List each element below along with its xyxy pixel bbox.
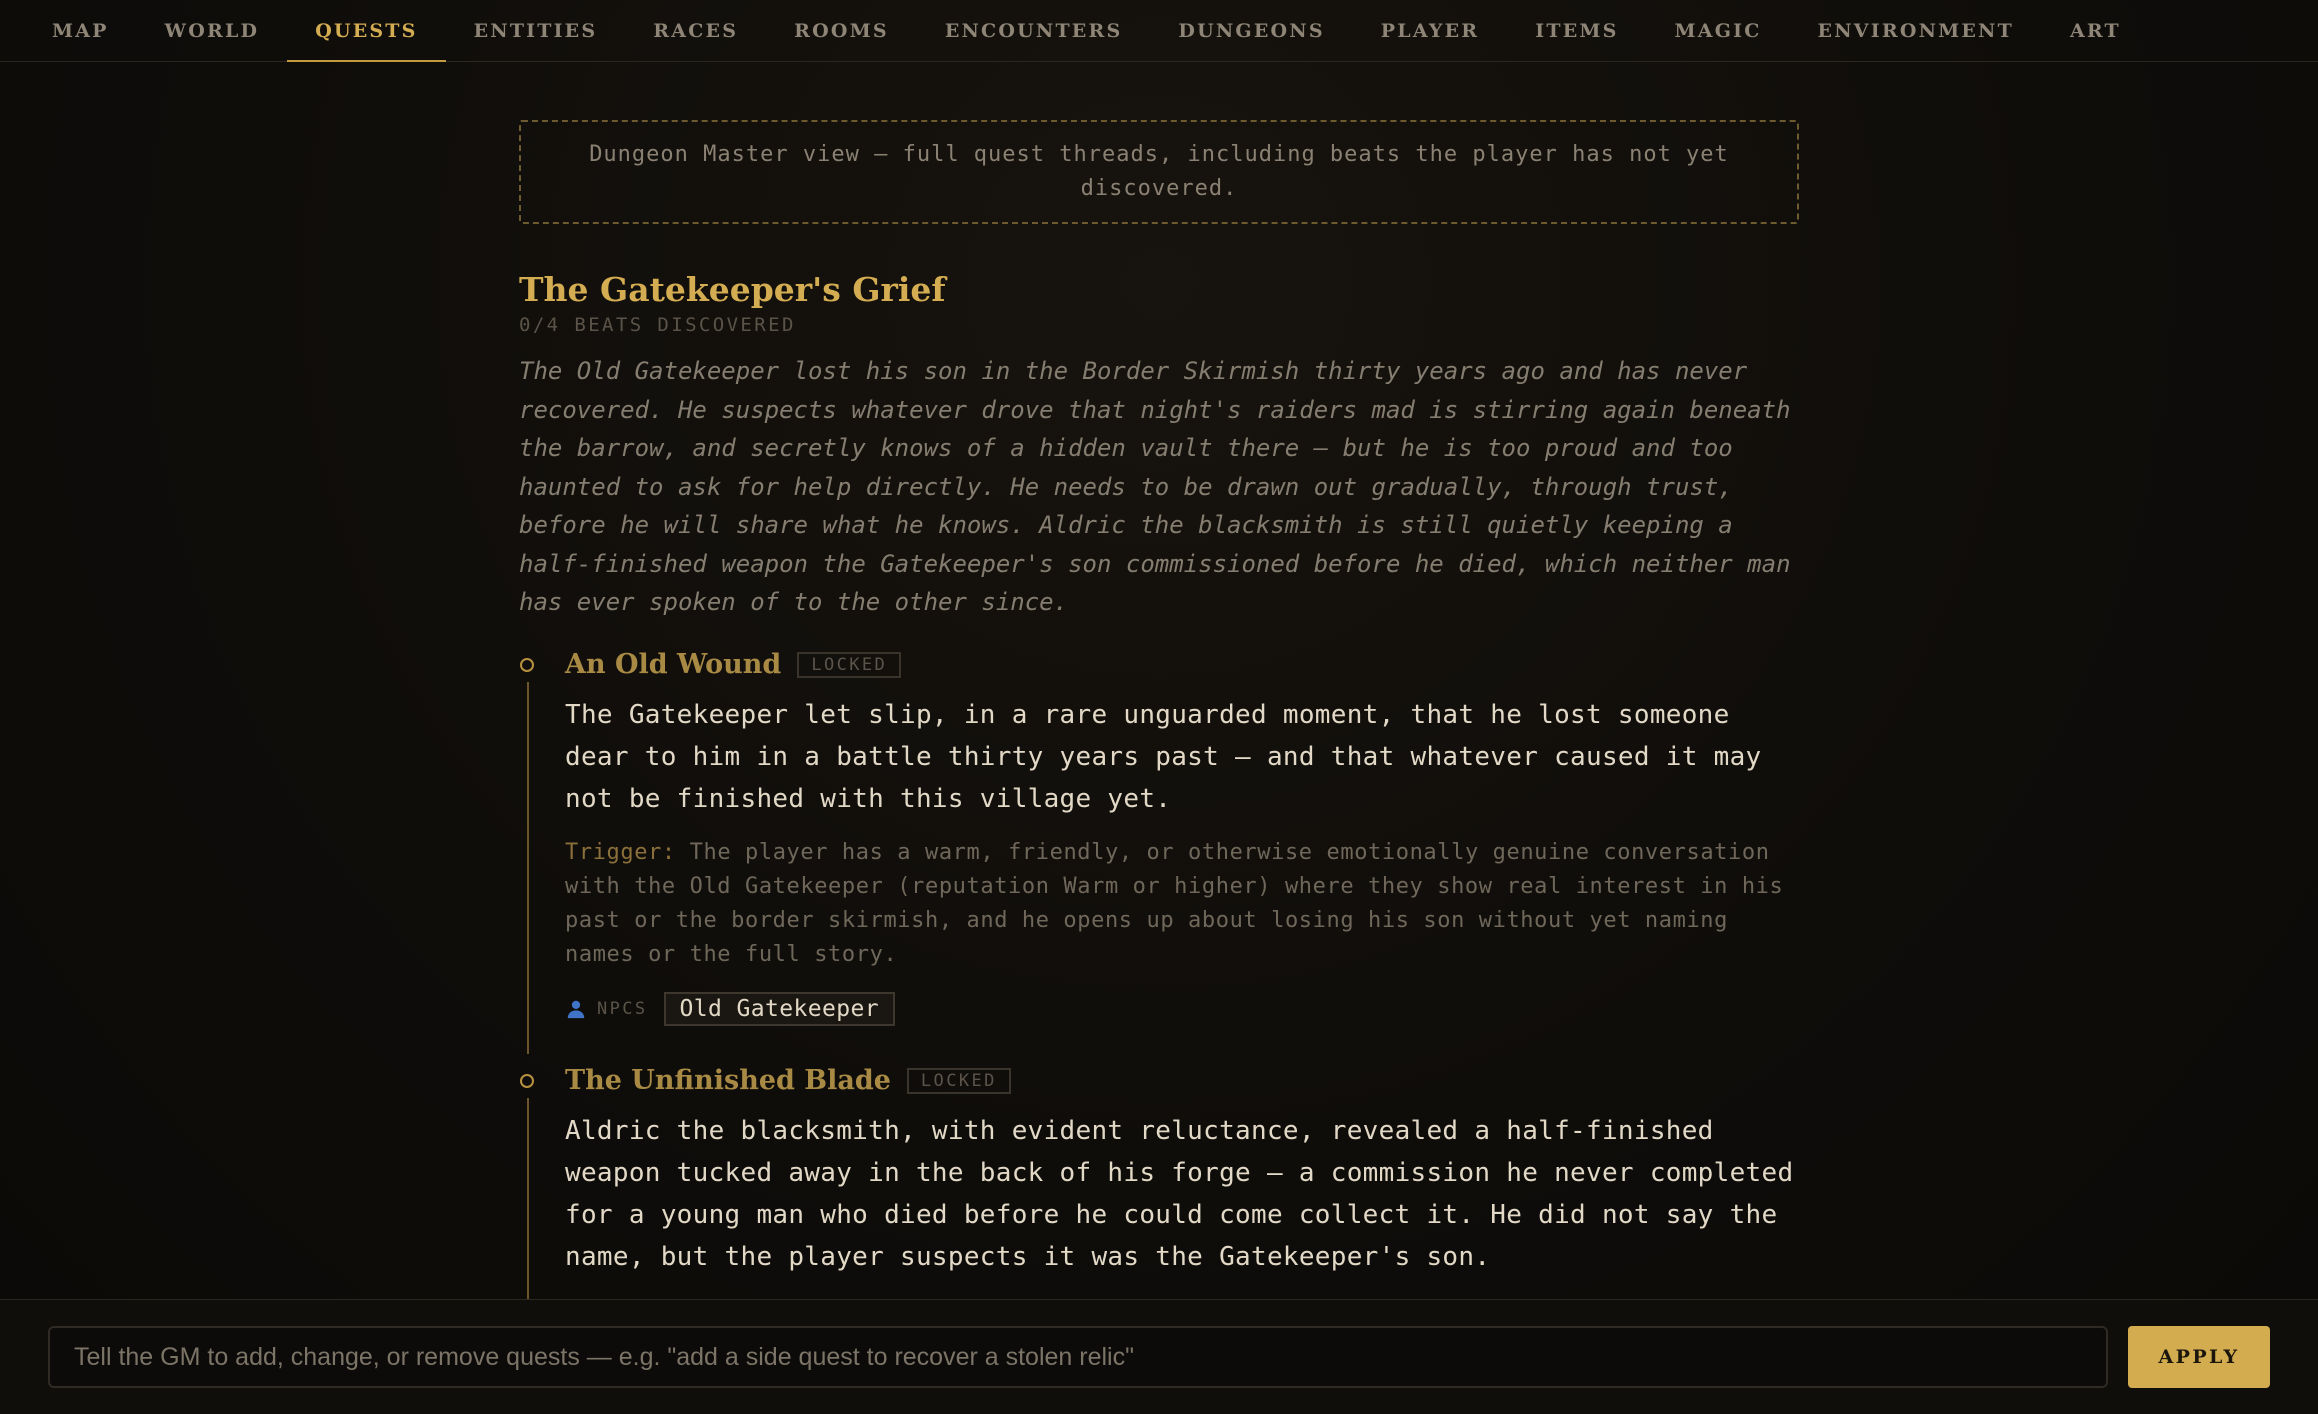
gm-command-bar <box>0 1299 2318 1414</box>
beat-marker-icon <box>520 1074 534 1088</box>
beat-item <box>519 646 1799 1062</box>
beat-text: The Gatekeeper let slip, in a rare unguarded moment, that he lost someone dear to him in a battle thirty years past — and that whatever caused it may not be finished with this village yet. <box>565 699 1762 814</box>
quest-title: The Gatekeeper's Grief <box>519 270 946 309</box>
quests-column <box>519 120 1799 1398</box>
beat-trigger <box>565 836 1799 972</box>
tab-art[interactable]: ART <box>2069 19 2121 42</box>
apply-button[interactable]: APPLY <box>2128 1326 2270 1388</box>
beat-header <box>565 1062 1799 1100</box>
tab-magic[interactable]: MAGIC <box>1674 19 1762 42</box>
beat-text: Aldric the blacksmith, with evident reluctance, revealed a half-finished weapon tucked away in the back of his forge — a commission he never completed for a young man who died before he could come collect it. He did not say the name, but the player suspects it was the Gatekeeper's son. <box>565 1115 1794 1272</box>
tab-rooms[interactable]: ROOMS <box>794 19 889 42</box>
tab-encounters[interactable]: ENCOUNTERS <box>944 19 1123 42</box>
tab-dungeons[interactable]: DUNGEONS <box>1178 19 1325 42</box>
beat-title: An Old Wound <box>565 649 782 680</box>
tab-items[interactable]: ITEMS <box>1535 19 1619 42</box>
quest-description: The Old Gatekeeper lost his son in the Border Skirmish thirty years ago and has never recovered. He suspects whatever drove that night's raiders mad is stirring again beneath the barrow, and secretly knows of a hidden vault there — but he is too proud and too haunted to ask for help directly. He needs to be drawn out gradually, through trust, before he will share what he knows. Aldric the blacksmith is still quietly keeping a half-finished weapon the Gatekeeper's son commissioned before he died, which neither man has ever spoken of to the other since. <box>519 357 1791 616</box>
tab-player[interactable]: PLAYER <box>1380 19 1480 42</box>
beat-title: The Unfinished Blade <box>565 1065 891 1096</box>
timeline-line <box>527 682 529 1054</box>
locked-badge: LOCKED <box>907 1068 1011 1094</box>
quest-card <box>519 270 1799 1398</box>
dm-view-notice: Dungeon Master view — full quest threads, including beats the player has not yet discovered. <box>519 120 1799 224</box>
npc-chip[interactable]: Old Gatekeeper <box>664 992 895 1026</box>
npcs-label: NPCS <box>597 998 648 1019</box>
npc-row <box>565 992 1799 1026</box>
tab-races[interactable]: RACES <box>653 19 739 42</box>
beats-timeline <box>519 646 1799 1398</box>
trigger-text: The player has a warm, friendly, or otherwise emotionally genuine conversation with the Old Gatekeeper (reputation Warm or higher) where they show real interest in his past or the border skirmish, and he opens up about losing his son without yet naming names or the full story. <box>565 839 1784 967</box>
tab-environment[interactable]: ENVIRONMENT <box>1817 19 2014 42</box>
person-icon <box>565 998 587 1020</box>
beat-header <box>565 646 1799 684</box>
beat-marker-icon <box>520 658 534 672</box>
tab-entities[interactable]: ENTITIES <box>473 19 598 42</box>
gm-command-input[interactable] <box>48 1326 2108 1388</box>
locked-badge: LOCKED <box>797 652 901 678</box>
tab-world[interactable]: WORLD <box>164 19 260 42</box>
trigger-label: Trigger: <box>565 839 676 865</box>
tab-map[interactable]: MAP <box>52 19 109 42</box>
beats-discovered-count: 0/4 BEATS DISCOVERED <box>519 314 796 336</box>
top-nav <box>0 0 2318 62</box>
quests-scroll-area[interactable] <box>0 63 2318 1299</box>
tab-quests[interactable]: QUESTS <box>287 0 445 61</box>
